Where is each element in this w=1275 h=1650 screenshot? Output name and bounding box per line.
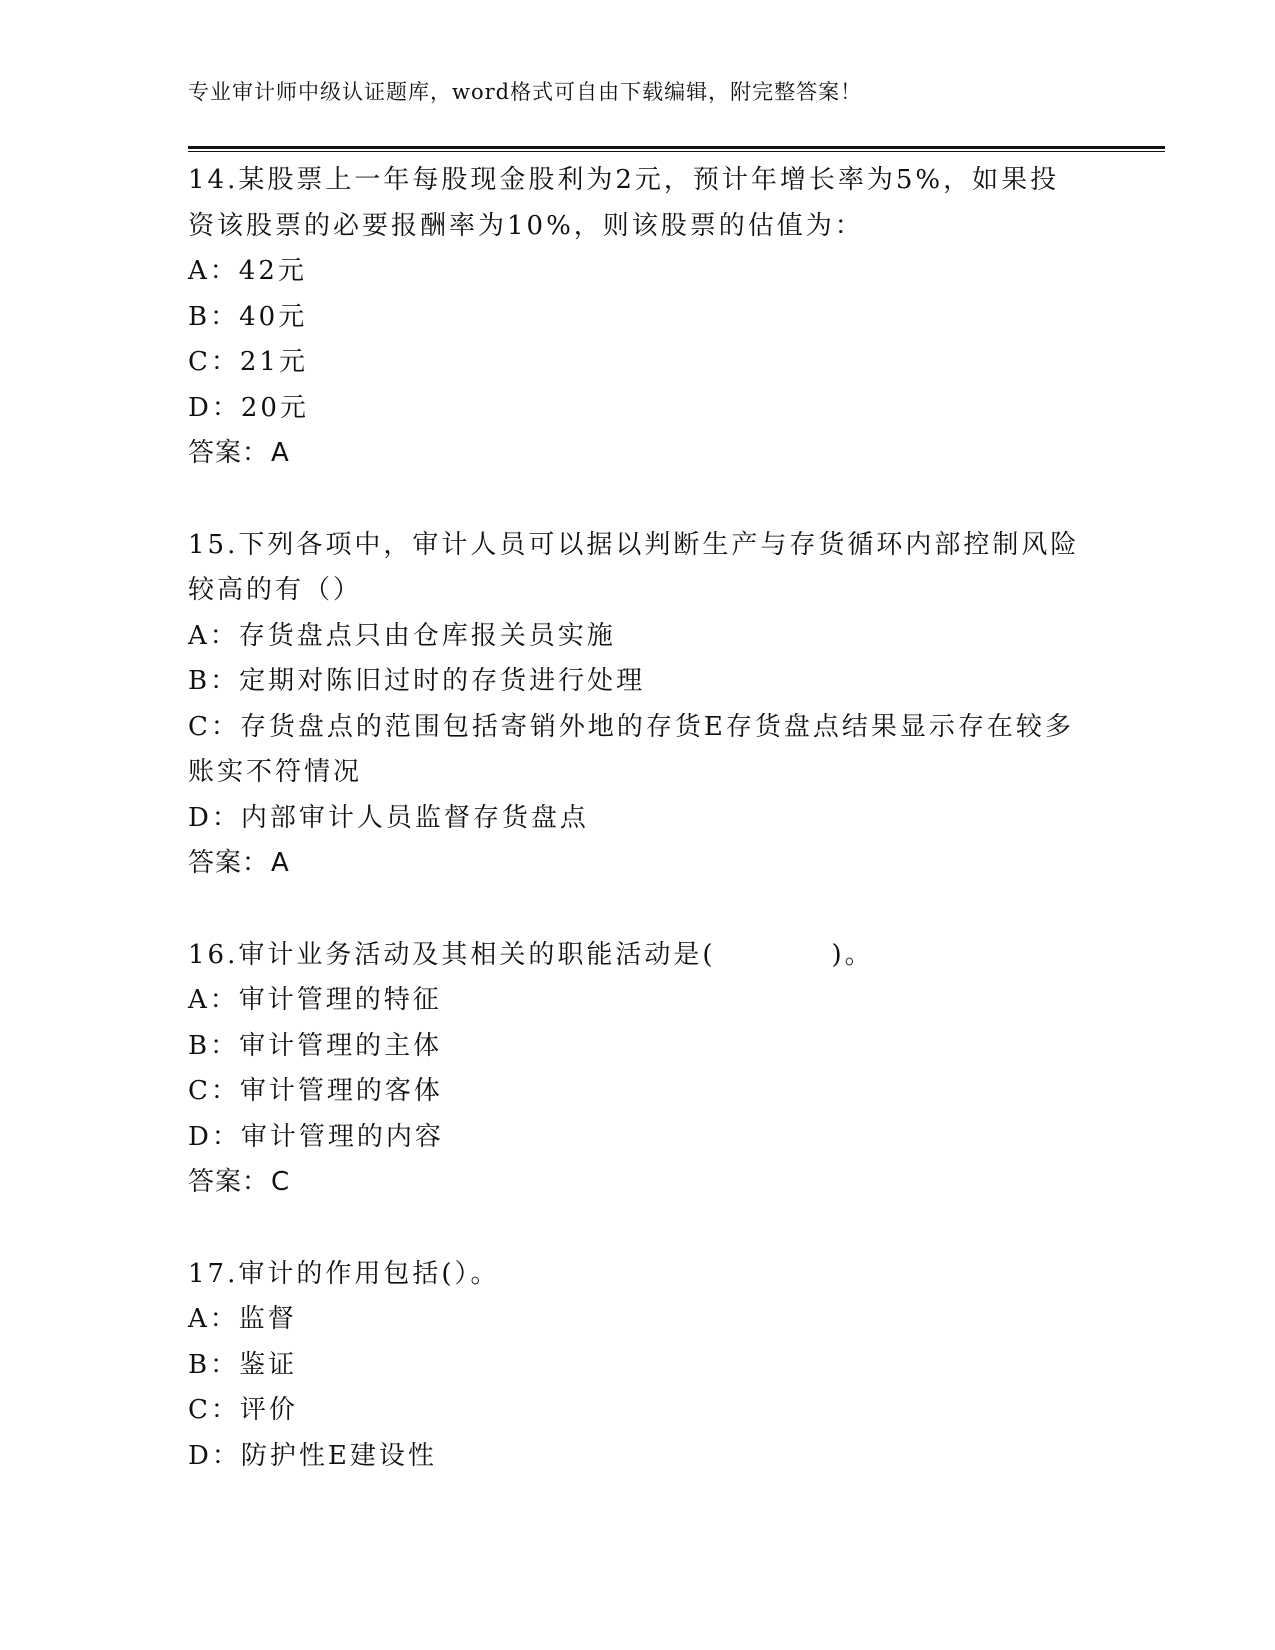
option-c: C：存货盘点的范围包括寄销外地的存货E存货盘点结果显示存在较多账实不符情况	[188, 711, 1074, 787]
header-divider	[188, 146, 1165, 153]
document-header: 专业审计师中级认证题库，word格式可自由下载编辑，附完整答案！	[188, 80, 863, 104]
answer-value: A	[271, 848, 290, 878]
option-c: C：评价	[188, 1395, 298, 1425]
divider-thick-line	[188, 146, 1165, 149]
option-a: A：存货盘点只由仓库报关员实施	[188, 620, 616, 651]
option-b: B：定期对陈旧过时的存货进行处理	[188, 666, 646, 696]
answer-label: 答案：	[188, 438, 270, 468]
question-16	[188, 933, 1088, 1206]
question-list	[188, 158, 1088, 1525]
option-b: B：40元	[188, 301, 308, 332]
question-stem: 14.某股票上一年每股现金股利为2元，预计年增长率为5%，如果投资该股票的必要报酬率为10%，则该股票的估值为：	[188, 165, 1060, 241]
answer-value: A	[271, 438, 290, 468]
question-stem: 17.审计的作用包括(）。	[188, 1258, 500, 1289]
option-a: A：监督	[188, 1304, 297, 1334]
option-d: D：内部审计人员监督存货盘点	[188, 802, 589, 833]
divider-thin-line	[188, 151, 1165, 152]
question-14	[188, 158, 1088, 477]
option-a: A：42元	[188, 256, 307, 286]
question-17	[188, 1252, 1088, 1480]
question-stem: 16.审计业务活动及其相关的职能活动是( )。	[188, 939, 874, 970]
option-d: D：20元	[188, 392, 309, 423]
question-stem: 15.下列各项中，审计人员可以据以判断生产与存货循环内部控制风险较高的有（）	[188, 529, 1080, 605]
answer-label: 答案：	[188, 848, 270, 878]
option-d: D：审计管理的内容	[188, 1121, 444, 1152]
answer-label: 答案：	[188, 1167, 270, 1197]
answer-line	[188, 841, 1088, 887]
option-d: D：防护性E建设性	[188, 1440, 437, 1471]
option-c: C：审计管理的客体	[188, 1076, 443, 1106]
option-a: A：审计管理的特征	[188, 985, 442, 1015]
question-15	[188, 523, 1088, 887]
option-b: B：鉴证	[188, 1349, 298, 1380]
option-c: C：21元	[188, 347, 308, 377]
answer-value: C	[271, 1167, 291, 1197]
answer-line	[188, 431, 1088, 477]
option-b: B：审计管理的主体	[188, 1030, 443, 1061]
answer-line	[188, 1160, 1088, 1206]
